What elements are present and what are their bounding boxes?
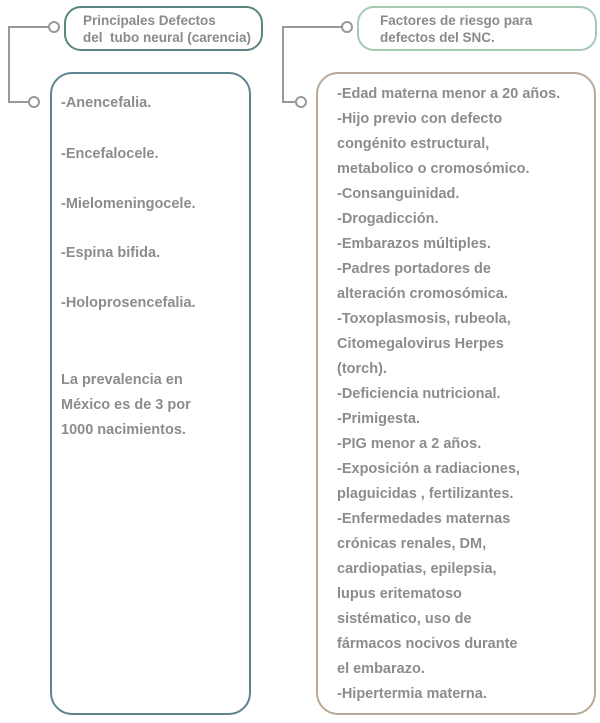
risk-line: (torch). [337,361,387,377]
left-connector [9,27,54,102]
left-header [64,6,263,51]
risk-line: sistématico, uso de [337,611,472,627]
risk-line: crónicas renales, DM, [337,536,487,552]
left-connector-top-node [49,22,59,32]
risk-line: -Exposición a radiaciones, [337,461,520,477]
risk-line: -Drogadicción. [337,211,439,227]
risk-line: -Edad materna menor a 20 años. [337,86,561,102]
left-item: -Anencefalia. [61,95,152,111]
risk-line: lupus eritematoso [337,586,462,602]
risk-line: -Deficiencia nutricional. [337,386,501,402]
left-header-line-1: Principales Defectos [83,13,216,28]
right-header-line-2: defectos del SNC. [380,30,495,45]
left-box [50,72,251,715]
right-header [357,6,597,51]
risk-line: -Embarazos múltiples. [337,236,491,252]
left-item: -Espina bifida. [61,245,161,261]
left-note-line: 1000 nacimientos. [61,422,186,438]
risk-line: -Padres portadores de [337,261,491,277]
left-note-line: México es de 3 por [61,397,191,413]
risk-line: el embarazo. [337,661,425,677]
risk-line: -Hipertermia materna. [337,686,487,702]
risk-line: cardiopatias, epilepsia, [337,561,497,577]
risk-line: plaguicidas , fertilizantes. [337,486,514,502]
risk-line: -Hijo previo con defecto [337,111,503,127]
risk-line: -Toxoplasmosis, rubeola, [337,311,511,327]
left-item: -Mielomeningocele. [61,196,196,212]
left-item: -Encefalocele. [61,146,159,162]
right-header-line-1: Factores de riesgo para [380,13,533,28]
left-header-line-2: del tubo neural (carencia) [83,30,252,45]
left-note-line: La prevalencia en [61,372,183,388]
left-connector-bottom-node [29,97,39,107]
risk-line: -Enfermedades maternas [337,511,511,527]
right-connector-top-node [342,22,352,32]
risk-line: congénito estructural, [337,136,490,152]
risk-line: fármacos nocivos durante [337,636,518,652]
risk-line: alteración cromosómica. [337,286,508,302]
risk-line: metabolico o cromosómico. [337,161,530,177]
risk-line: -Consanguinidad. [337,186,460,202]
right-connector-bottom-node [296,97,306,107]
left-item: -Holoprosencefalia. [61,295,196,311]
risk-line: Citomegalovirus Herpes [337,336,504,352]
risk-line: -PIG menor a 2 años. [337,436,482,452]
risk-line: -Primigesta. [337,411,420,427]
